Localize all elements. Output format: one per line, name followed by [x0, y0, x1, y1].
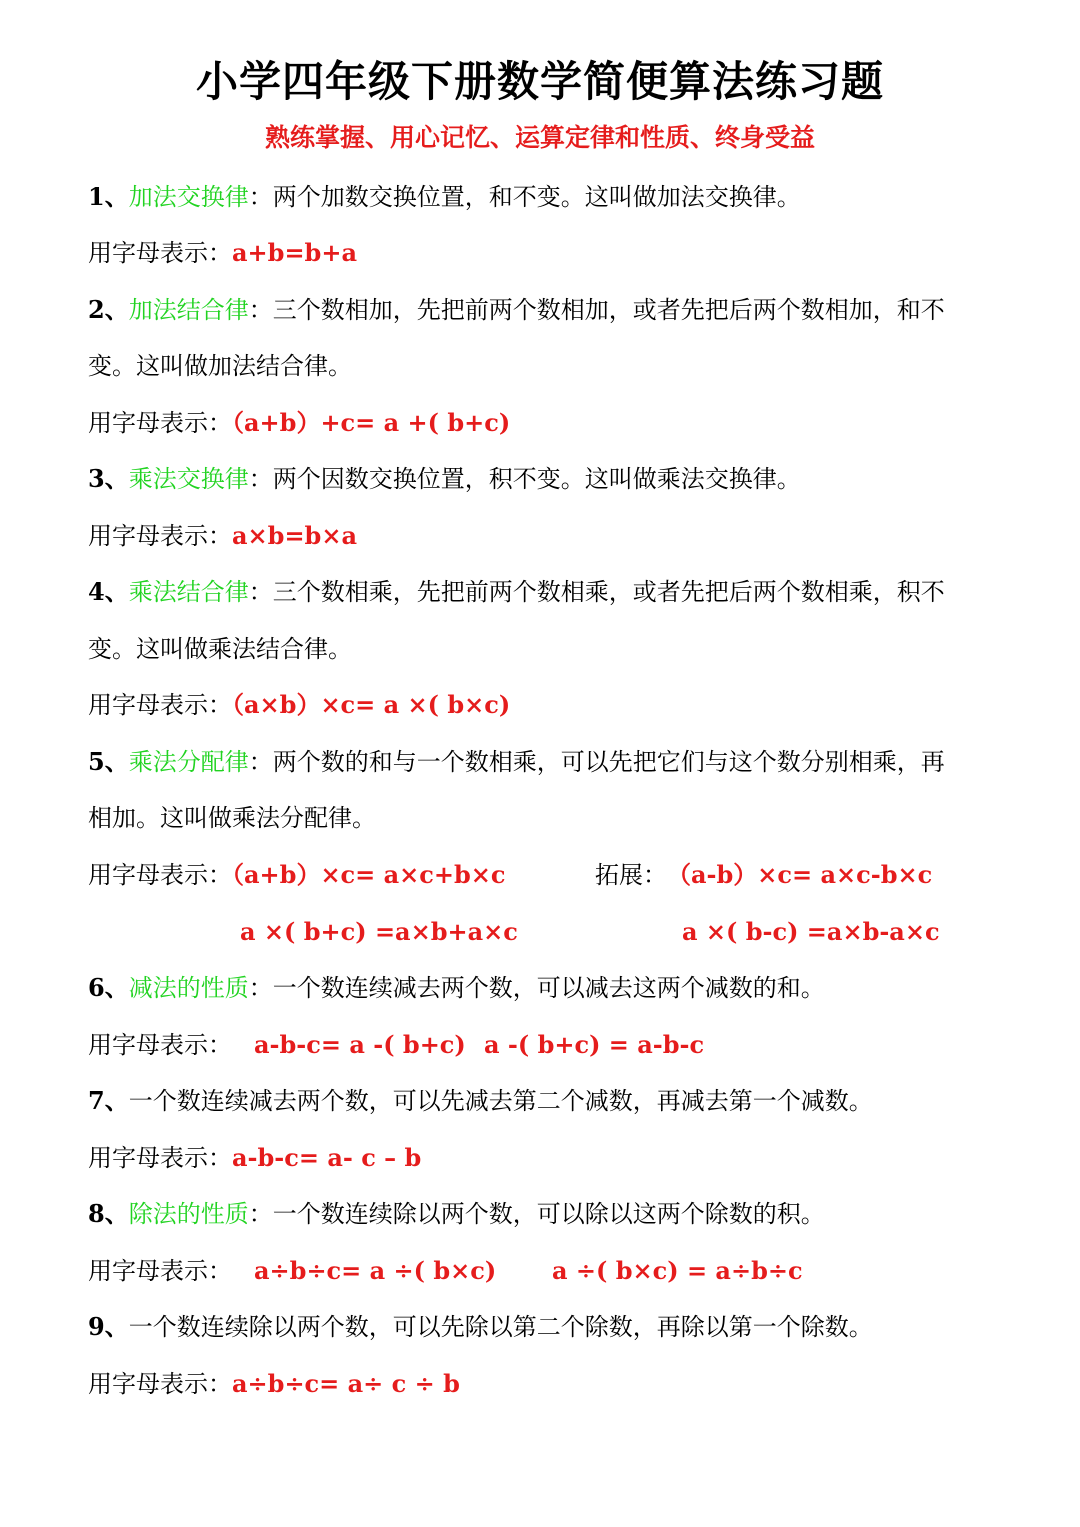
law-description: 一个数连续除以两个数，可以先除以第二个除数，再除以第一个除数。 — [128, 1313, 873, 1341]
law-7-formula-line — [88, 1138, 1008, 1178]
law-4-formula-line — [88, 685, 1008, 725]
law-8-statement — [88, 1194, 1008, 1234]
law-9-formula-line — [88, 1364, 1008, 1404]
formula: a+b=b+a — [232, 238, 357, 267]
law-number: 1、 — [88, 182, 129, 211]
law-1-statement — [88, 177, 1008, 217]
law-name: 减法的性质 — [128, 974, 249, 1002]
formula: a-b-c= a -( b+c) — [254, 1030, 466, 1059]
law-4-statement-continued — [88, 629, 1008, 669]
formula: a×b=b×a — [232, 521, 357, 550]
law-description: ：两个加数交换位置，和不变。这叫做加法交换律。 — [248, 183, 801, 211]
law-number: 9、 — [88, 1312, 129, 1341]
page-title: 小学四年级下册数学简便算法练习题 — [195, 57, 884, 106]
page-subtitle: 熟练掌握、用心记忆、运算定律和性质、终身受益 — [264, 123, 815, 152]
law-description: ：三个数相加，先把前两个数相加，或者先把后两个数相加，和不 — [248, 296, 945, 324]
law-5-formula-line — [88, 855, 1008, 895]
formula-prefix: 用字母表示： — [88, 1370, 232, 1398]
formula-prefix: 用字母表示： — [88, 522, 232, 550]
formula: a ×( b+c) =a×b+a×c — [240, 917, 518, 946]
formula-prefix: 用字母表示： — [88, 691, 232, 719]
law-name: 乘法分配律 — [128, 748, 249, 776]
formula-prefix: 用字母表示： — [88, 861, 232, 889]
law-5-statement-continued — [88, 798, 1008, 838]
law-2-statement-continued — [88, 346, 1008, 386]
law-number: 3、 — [88, 464, 129, 493]
formula: a÷b÷c= a ÷( b×c) — [254, 1256, 497, 1285]
law-7-statement — [88, 1081, 1008, 1121]
law-description: ：两个数的和与一个数相乘，可以先把它们与这个数分别相乘，再 — [248, 748, 945, 776]
extension-formula: a ×( b-c) =a×b-a×c — [682, 917, 940, 946]
law-3-statement — [88, 459, 1008, 499]
law-description: 变。这叫做加法结合律。 — [88, 352, 352, 380]
law-1-formula-line — [88, 233, 1008, 273]
law-description: ：两个因数交换位置，积不变。这叫做乘法交换律。 — [248, 465, 801, 493]
law-name: 加法结合律 — [128, 296, 249, 324]
law-4-statement — [88, 572, 1008, 612]
formula-prefix: 用字母表示： — [88, 1031, 232, 1059]
law-description: 变。这叫做乘法结合律。 — [88, 635, 352, 663]
law-9-statement — [88, 1307, 1008, 1347]
law-description: ：一个数连续减去两个数，可以减去这两个减数的和。 — [248, 974, 825, 1002]
formula-prefix: 用字母表示： — [88, 1144, 232, 1172]
formula-prefix: 用字母表示： — [88, 1257, 232, 1285]
formula: a÷b÷c= a÷ c ÷ b — [232, 1369, 460, 1398]
formula-prefix: 用字母表示： — [88, 409, 232, 437]
law-2-formula-line — [88, 403, 1008, 443]
law-number: 5、 — [88, 747, 129, 776]
formula-alt: a -( b+c) = a-b-c — [484, 1030, 705, 1059]
law-number: 6、 — [88, 973, 129, 1002]
formula: （a×b）×c= a ×( b×c) — [232, 690, 511, 719]
law-number: 2、 — [88, 295, 129, 324]
law-3-formula-line — [88, 516, 1008, 556]
law-description: ：三个数相乘，先把前两个数相乘，或者先把后两个数相乘，积不 — [248, 578, 945, 606]
law-description: ：一个数连续除以两个数，可以除以这两个除数的积。 — [248, 1200, 825, 1228]
law-number: 4、 — [88, 577, 129, 606]
law-name: 乘法结合律 — [128, 578, 249, 606]
formula: （a+b）×c= a×c+b×c — [232, 860, 506, 889]
formula: （a+b）+c= a +( b+c) — [232, 408, 511, 437]
law-name: 除法的性质 — [128, 1200, 249, 1228]
law-2-statement — [88, 290, 1008, 330]
law-description: 一个数连续减去两个数，可以先减去第二个减数，再减去第一个减数。 — [128, 1087, 873, 1115]
law-6-formula-line — [88, 1025, 1008, 1065]
formula: a-b-c= a- c – b — [232, 1143, 422, 1172]
law-number: 7、 — [88, 1086, 129, 1115]
extension-label: 拓展： — [595, 861, 667, 889]
law-5-statement — [88, 742, 1008, 782]
law-number: 8、 — [88, 1199, 129, 1228]
formula-prefix: 用字母表示： — [88, 239, 232, 267]
law-description: 相加。这叫做乘法分配律。 — [88, 804, 376, 832]
law-8-formula-line — [88, 1251, 1008, 1291]
formula-alt: a ÷( b×c) = a÷b÷c — [552, 1256, 803, 1285]
extension-formula: （a-b）×c= a×c-b×c — [667, 860, 933, 889]
law-5-formula-line-2 — [88, 912, 1008, 952]
law-name: 加法交换律 — [128, 183, 249, 211]
law-name: 乘法交换律 — [128, 465, 249, 493]
law-6-statement — [88, 968, 1008, 1008]
